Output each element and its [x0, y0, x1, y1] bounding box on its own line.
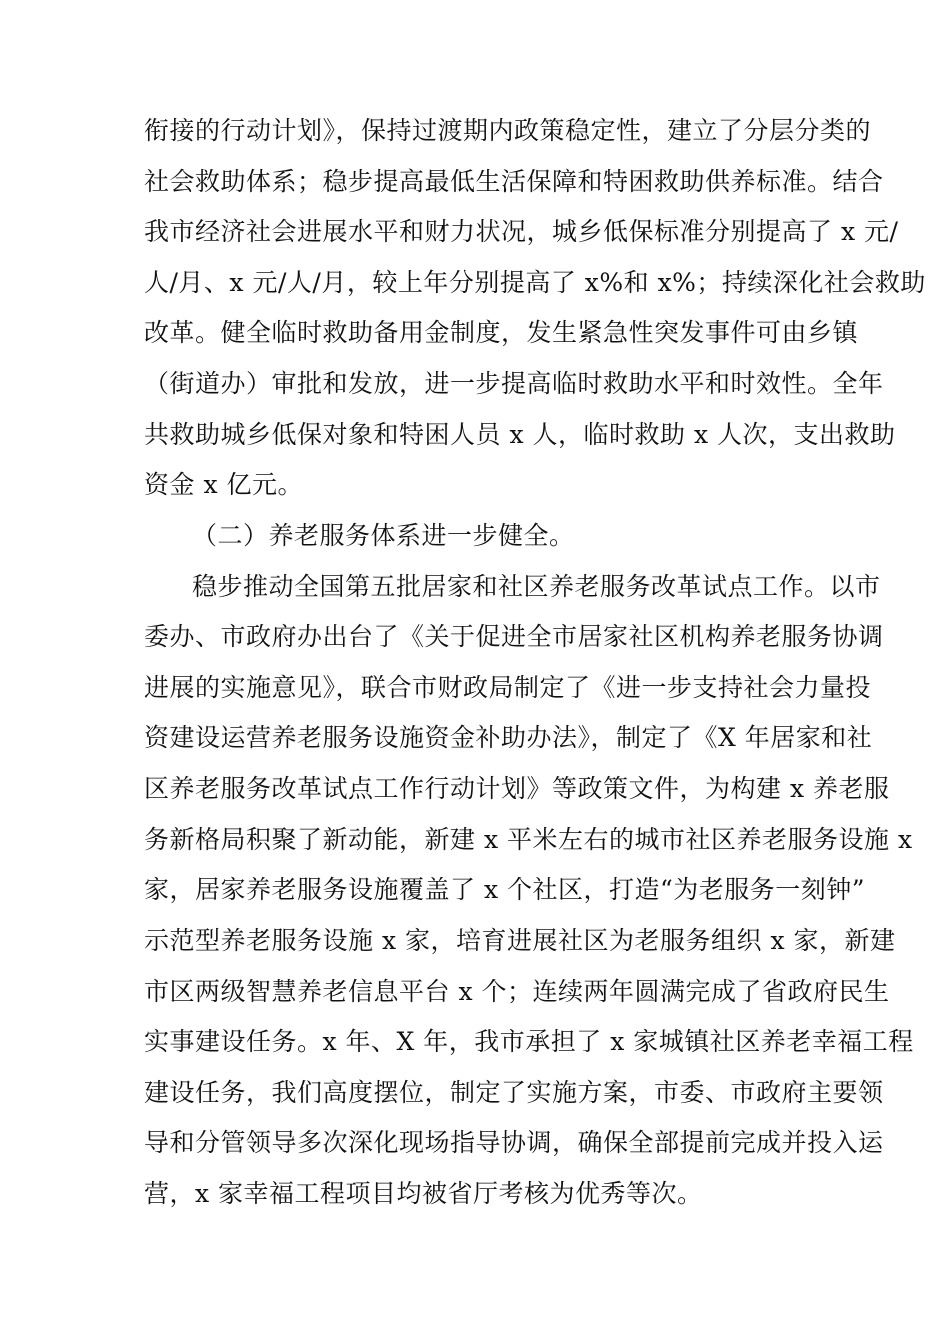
- text-line: 实事建设任务。x 年、X 年，我市承担了 x 家城镇社区养老幸福工程: [144, 1027, 914, 1056]
- text-line: 委办、市政府办出台了《关于促进全市居家社区机构养老服务协调: [144, 622, 884, 651]
- text-line: 务新格局积聚了新动能，新建 x 平米左右的城市社区养老服务设施 x: [144, 825, 913, 854]
- text-line: 营，x 家幸福工程项目均被省厅考核为优秀等次。: [144, 1179, 703, 1208]
- text-line: 建设任务，我们高度摆位，制定了实施方案，市委、市政府主要领: [144, 1078, 884, 1107]
- text-line: 示范型养老服务设施 x 家，培育进展社区为老服务组织 x 家，新建: [144, 926, 896, 955]
- text-line: 社会救助体系；稳步提高最低生活保障和特困救助供养标准。结合: [144, 167, 884, 196]
- paragraph-first-line: 稳步推动全国第五批居家和社区养老服务改革试点工作。以市: [192, 572, 881, 601]
- text-line: 共救助城乡低保对象和特困人员 x 人，临时救助 x 人次，支出救助: [144, 420, 896, 449]
- text-line: 资金 x 亿元。: [144, 470, 303, 499]
- text-line: 衔接的行动计划》，保持过渡期内政策稳定性，建立了分层分类的: [144, 116, 872, 145]
- text-line: 导和分管领导多次深化现场指导协调，确保全部提前完成并投入运: [144, 1128, 884, 1157]
- text-line: 资建设运营养老服务设施资金补助办法》，制定了《X 年居家和社: [144, 723, 873, 752]
- text-line: 改革。健全临时救助备用金制度，发生紧急性突发事件可由乡镇: [144, 318, 859, 347]
- section-heading: （二）养老服务体系进一步健全。: [192, 521, 575, 550]
- text-line: 进展的实施意见》，联合市财政局制定了《进一步支持社会力量投: [144, 673, 872, 702]
- text-line: 人/月、x 元/人/月，较上年分别提高了 x%和 x%；持续深化社会救助: [144, 268, 926, 297]
- text-line: （街道办）审批和发放，进一步提高临时救助水平和时效性。全年: [144, 369, 884, 398]
- text-line: 市区两级智慧养老信息平台 x 个；连续两年圆满完成了省政府民生: [144, 977, 890, 1006]
- text-line: 家，居家养老服务设施覆盖了 x 个社区，打造“为老服务一刻钟”: [144, 875, 866, 904]
- text-line: 区养老服务改革试点工作行动计划》等政策文件，为构建 x 养老服: [144, 774, 890, 803]
- text-line: 我市经济社会进展水平和财力状况，城乡低保标准分别提高了 x 元/: [144, 217, 899, 246]
